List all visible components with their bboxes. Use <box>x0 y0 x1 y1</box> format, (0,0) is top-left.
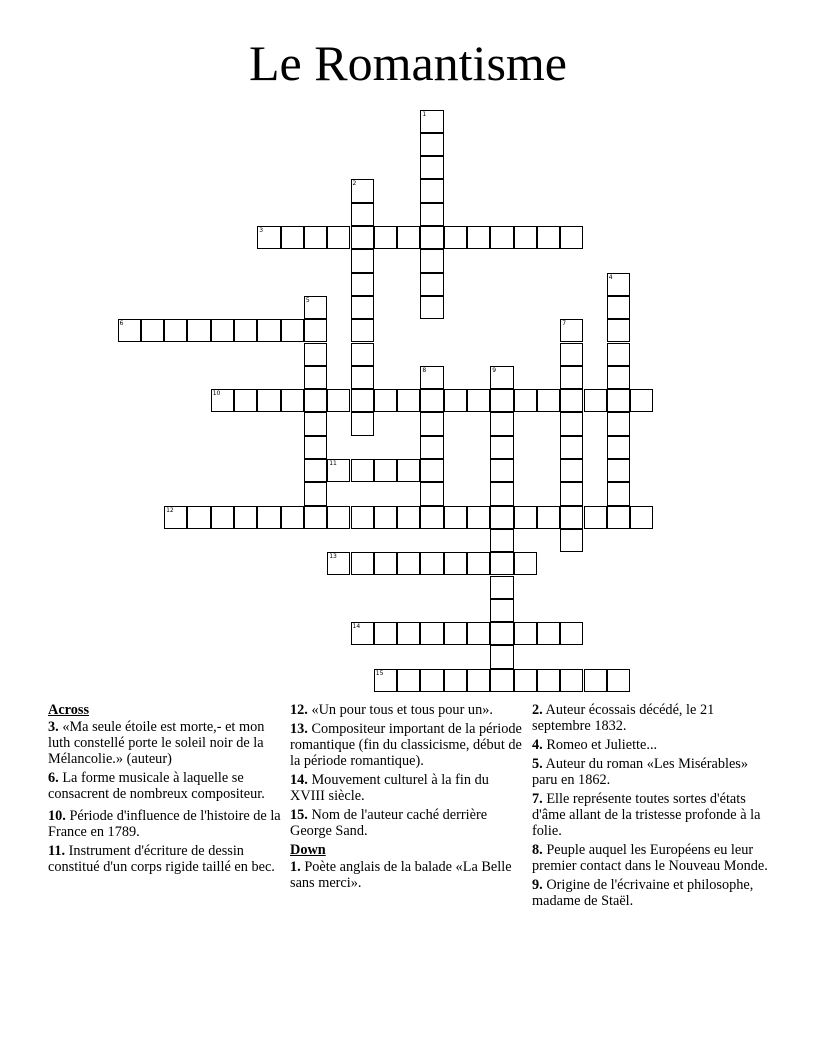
grid-cell[interactable] <box>560 482 583 505</box>
grid-cell[interactable] <box>560 459 583 482</box>
grid-cell[interactable] <box>490 529 513 552</box>
grid-cell[interactable] <box>304 389 327 412</box>
cell-number: 9 <box>492 366 497 374</box>
grid-cell[interactable] <box>490 669 513 692</box>
grid-cell[interactable] <box>304 226 327 249</box>
grid-cell[interactable] <box>118 319 141 342</box>
grid-cell[interactable] <box>607 273 630 296</box>
grid-cell[interactable] <box>351 343 374 366</box>
grid-cell[interactable] <box>467 669 490 692</box>
grid-cell[interactable] <box>304 459 327 482</box>
cell-number: 6 <box>119 320 124 328</box>
grid-cell[interactable] <box>560 436 583 459</box>
grid-cell[interactable] <box>537 622 560 645</box>
clue-across-10: 10. Période d'influence de l'histoire de la France en 1789. <box>48 808 281 840</box>
grid-cell[interactable] <box>420 203 443 226</box>
grid-cell[interactable] <box>490 226 513 249</box>
clue-column-3 <box>532 702 768 912</box>
clue-down-1: 1. Poète anglais de la balade «La Belle sans merci». <box>290 859 512 891</box>
grid-cell[interactable] <box>211 389 234 412</box>
grid-cell[interactable] <box>420 296 443 319</box>
grid-cell[interactable] <box>490 412 513 435</box>
grid-cell[interactable] <box>420 366 443 389</box>
clue-column-2 <box>290 702 526 894</box>
grid-cell[interactable] <box>420 179 443 202</box>
grid-cell[interactable] <box>327 459 350 482</box>
grid-cell[interactable] <box>444 669 467 692</box>
grid-cell[interactable] <box>304 412 327 435</box>
grid-cell[interactable] <box>327 506 350 529</box>
grid-cell[interactable] <box>304 343 327 366</box>
cell-number: 15 <box>375 669 384 677</box>
grid-cell[interactable] <box>560 389 583 412</box>
grid-cell[interactable] <box>467 506 490 529</box>
grid-cell[interactable] <box>351 296 374 319</box>
grid-cell[interactable] <box>351 319 374 342</box>
grid-cell[interactable] <box>420 459 443 482</box>
grid-cell[interactable] <box>281 226 304 249</box>
clue-across-15: 15. Nom de l'auteur caché derrière George Sand. <box>290 807 488 839</box>
grid-cell[interactable] <box>187 319 210 342</box>
grid-cell[interactable] <box>607 412 630 435</box>
cell-number: 4 <box>608 273 613 281</box>
grid-cell[interactable] <box>514 669 537 692</box>
grid-cell[interactable] <box>584 506 607 529</box>
grid-cell[interactable] <box>467 552 490 575</box>
grid-cell[interactable] <box>304 319 327 342</box>
across-heading: Across <box>48 702 90 718</box>
grid-cell[interactable] <box>351 273 374 296</box>
grid-cell[interactable] <box>607 482 630 505</box>
grid-cell[interactable] <box>281 319 304 342</box>
cell-number: 1 <box>422 110 427 118</box>
grid-cell[interactable] <box>560 669 583 692</box>
grid-cell[interactable] <box>281 389 304 412</box>
clue-down-8: 8. Peuple auquel les Européens eu leur premier contact dans le Nouveau Monde. <box>532 842 768 874</box>
grid-cell[interactable] <box>490 622 513 645</box>
clue-down-9: 9. Origine de l'écrivaine et philosophe, madame de Staël. <box>532 877 754 909</box>
grid-cell[interactable] <box>537 506 560 529</box>
grid-cell[interactable] <box>351 622 374 645</box>
cell-number: 8 <box>422 366 427 374</box>
grid-cell[interactable] <box>257 226 280 249</box>
grid-cell[interactable] <box>374 226 397 249</box>
grid-cell[interactable] <box>490 552 513 575</box>
grid-cell[interactable] <box>397 506 420 529</box>
grid-cell[interactable] <box>607 459 630 482</box>
cell-number: 12 <box>166 506 174 514</box>
grid-cell[interactable] <box>467 389 490 412</box>
grid-cell[interactable] <box>327 226 350 249</box>
grid-cell[interactable] <box>211 506 234 529</box>
grid-cell[interactable] <box>560 343 583 366</box>
grid-cell[interactable] <box>234 319 257 342</box>
clue-across-14: 14. Mouvement culturel à la fin du XVIII siècle. <box>290 772 489 804</box>
grid-cell[interactable] <box>607 436 630 459</box>
grid-cell[interactable] <box>444 226 467 249</box>
cell-number: 3 <box>259 227 264 234</box>
grid-cell[interactable] <box>187 506 210 529</box>
grid-cell[interactable] <box>420 506 443 529</box>
grid-cell[interactable] <box>257 506 280 529</box>
grid-cell[interactable] <box>397 389 420 412</box>
grid-cell[interactable] <box>304 296 327 319</box>
grid-cell[interactable] <box>584 389 607 412</box>
clue-across-11: 11. Instrument d'écriture de dessin constitué d'un corps rigide taillé en bec. <box>48 843 275 875</box>
grid-cell[interactable] <box>351 552 374 575</box>
grid-cell[interactable] <box>490 482 513 505</box>
grid-cell[interactable] <box>374 459 397 482</box>
clue-across-6: 6. La forme musicale à laquelle se consacrent de nombreux compositeur. <box>48 770 265 802</box>
grid-cell[interactable] <box>420 389 443 412</box>
grid-cell[interactable] <box>560 412 583 435</box>
grid-cell[interactable] <box>630 506 653 529</box>
clue-down-2: 2. Auteur écossais décédé, le 21 septembre 1832. <box>532 702 715 734</box>
grid-cell[interactable] <box>164 319 187 342</box>
grid-cell[interactable] <box>351 179 374 202</box>
grid-cell[interactable] <box>490 389 513 412</box>
grid-cell[interactable] <box>490 436 513 459</box>
grid-cell[interactable] <box>351 389 374 412</box>
grid-cell[interactable] <box>420 412 443 435</box>
grid-cell[interactable] <box>374 622 397 645</box>
grid-cell[interactable] <box>467 226 490 249</box>
grid-cell[interactable] <box>514 389 537 412</box>
grid-cell[interactable] <box>607 669 630 692</box>
clue-across-13: 13. Compositeur important de la période romantique (fin du classicisme, début de la période romantique). <box>290 721 522 769</box>
cell-number: 10 <box>212 390 221 398</box>
grid-cell[interactable] <box>420 156 443 179</box>
puzzle-title: Le Romantisme <box>249 35 567 91</box>
grid-cell[interactable] <box>607 366 630 389</box>
grid-cell[interactable] <box>537 389 560 412</box>
grid-cell[interactable] <box>257 389 280 412</box>
clue-down-7: 7. Elle représente toutes sortes d'états d'âme allant de la tristesse profonde à la folie. <box>532 791 761 839</box>
grid-cell[interactable] <box>420 273 443 296</box>
grid-cell[interactable] <box>514 552 537 575</box>
grid-cell[interactable] <box>607 319 630 342</box>
clue-down-4: 4. Romeo et Juliette... <box>532 737 658 753</box>
grid-cell[interactable] <box>490 599 513 622</box>
grid-cell[interactable] <box>514 226 537 249</box>
grid-cell[interactable] <box>351 249 374 272</box>
grid-cell[interactable] <box>304 436 327 459</box>
grid-cell[interactable] <box>397 669 420 692</box>
grid-cell[interactable] <box>420 110 443 133</box>
grid-cell[interactable] <box>420 133 443 156</box>
clue-across-12: 12. «Un pour tous et tous pour un». <box>290 702 493 718</box>
grid-cell[interactable] <box>351 366 374 389</box>
grid-cell[interactable] <box>164 506 187 529</box>
grid-cell[interactable] <box>444 552 467 575</box>
grid-cell[interactable] <box>514 506 537 529</box>
grid-cell[interactable] <box>560 319 583 342</box>
grid-cell[interactable] <box>257 319 280 342</box>
cell-number: 2 <box>352 180 357 188</box>
grid-cell[interactable] <box>304 366 327 389</box>
grid-cell[interactable] <box>607 506 630 529</box>
grid-cell[interactable] <box>607 343 630 366</box>
grid-cell[interactable] <box>514 622 537 645</box>
grid-cell[interactable] <box>560 529 583 552</box>
grid-cell[interactable] <box>374 506 397 529</box>
grid-cell[interactable] <box>420 622 443 645</box>
grid-cell[interactable] <box>490 366 513 389</box>
grid-cell[interactable] <box>351 226 374 249</box>
grid-cell[interactable] <box>351 203 374 226</box>
clue-column-1 <box>48 702 284 878</box>
grid-cell[interactable] <box>420 552 443 575</box>
grid-cell[interactable] <box>420 226 443 249</box>
grid-cell[interactable] <box>374 389 397 412</box>
grid-cell[interactable] <box>607 389 630 412</box>
grid-cell[interactable] <box>304 506 327 529</box>
clue-across-3: 3. «Ma seule étoile est morte,- et mon luth constellé porte le soleil noir de la Mélancolie.» (auteur) <box>48 719 265 767</box>
grid-cell[interactable] <box>234 389 257 412</box>
grid-cell[interactable] <box>141 319 164 342</box>
grid-cell[interactable] <box>490 459 513 482</box>
grid-cell[interactable] <box>537 669 560 692</box>
grid-cell[interactable] <box>560 226 583 249</box>
grid-cell[interactable] <box>444 506 467 529</box>
grid-cell[interactable] <box>351 459 374 482</box>
grid-cell[interactable] <box>327 389 350 412</box>
grid-cell[interactable] <box>607 296 630 319</box>
grid-cell[interactable] <box>281 506 304 529</box>
cell-number: 5 <box>305 296 310 304</box>
grid-cell[interactable] <box>211 319 234 342</box>
grid-cell[interactable] <box>374 669 397 692</box>
down-heading: Down <box>290 842 326 858</box>
grid-cell[interactable] <box>490 645 513 668</box>
grid-cell[interactable] <box>420 249 443 272</box>
grid-cell[interactable] <box>444 622 467 645</box>
grid-cell[interactable] <box>304 482 327 505</box>
cell-number: 14 <box>352 623 361 631</box>
grid-cell[interactable] <box>420 482 443 505</box>
grid-cell[interactable] <box>560 366 583 389</box>
grid-cell[interactable] <box>397 226 420 249</box>
grid-cell[interactable] <box>397 552 420 575</box>
grid-cell[interactable] <box>560 622 583 645</box>
cell-number: 7 <box>562 320 567 328</box>
grid-cell[interactable] <box>560 506 583 529</box>
grid-cell[interactable] <box>630 389 653 412</box>
clue-down-5: 5. Auteur du roman «Les Misérables» paru en 1862. <box>532 756 749 788</box>
grid-cell[interactable] <box>374 552 397 575</box>
grid-cell[interactable] <box>490 576 513 599</box>
grid-cell[interactable] <box>490 506 513 529</box>
grid-cell[interactable] <box>420 669 443 692</box>
grid-cell[interactable] <box>467 622 490 645</box>
grid-cell[interactable] <box>584 669 607 692</box>
grid-cell[interactable] <box>351 412 374 435</box>
grid-cell[interactable] <box>397 622 420 645</box>
grid-cell[interactable] <box>327 552 350 575</box>
cell-number: 11 <box>329 460 337 467</box>
grid-cell[interactable] <box>537 226 560 249</box>
grid-cell[interactable] <box>420 436 443 459</box>
grid-cell[interactable] <box>444 389 467 412</box>
cell-number: 13 <box>329 553 337 561</box>
grid-cell[interactable] <box>397 459 420 482</box>
grid-cell[interactable] <box>234 506 257 529</box>
grid-cell[interactable] <box>351 506 374 529</box>
